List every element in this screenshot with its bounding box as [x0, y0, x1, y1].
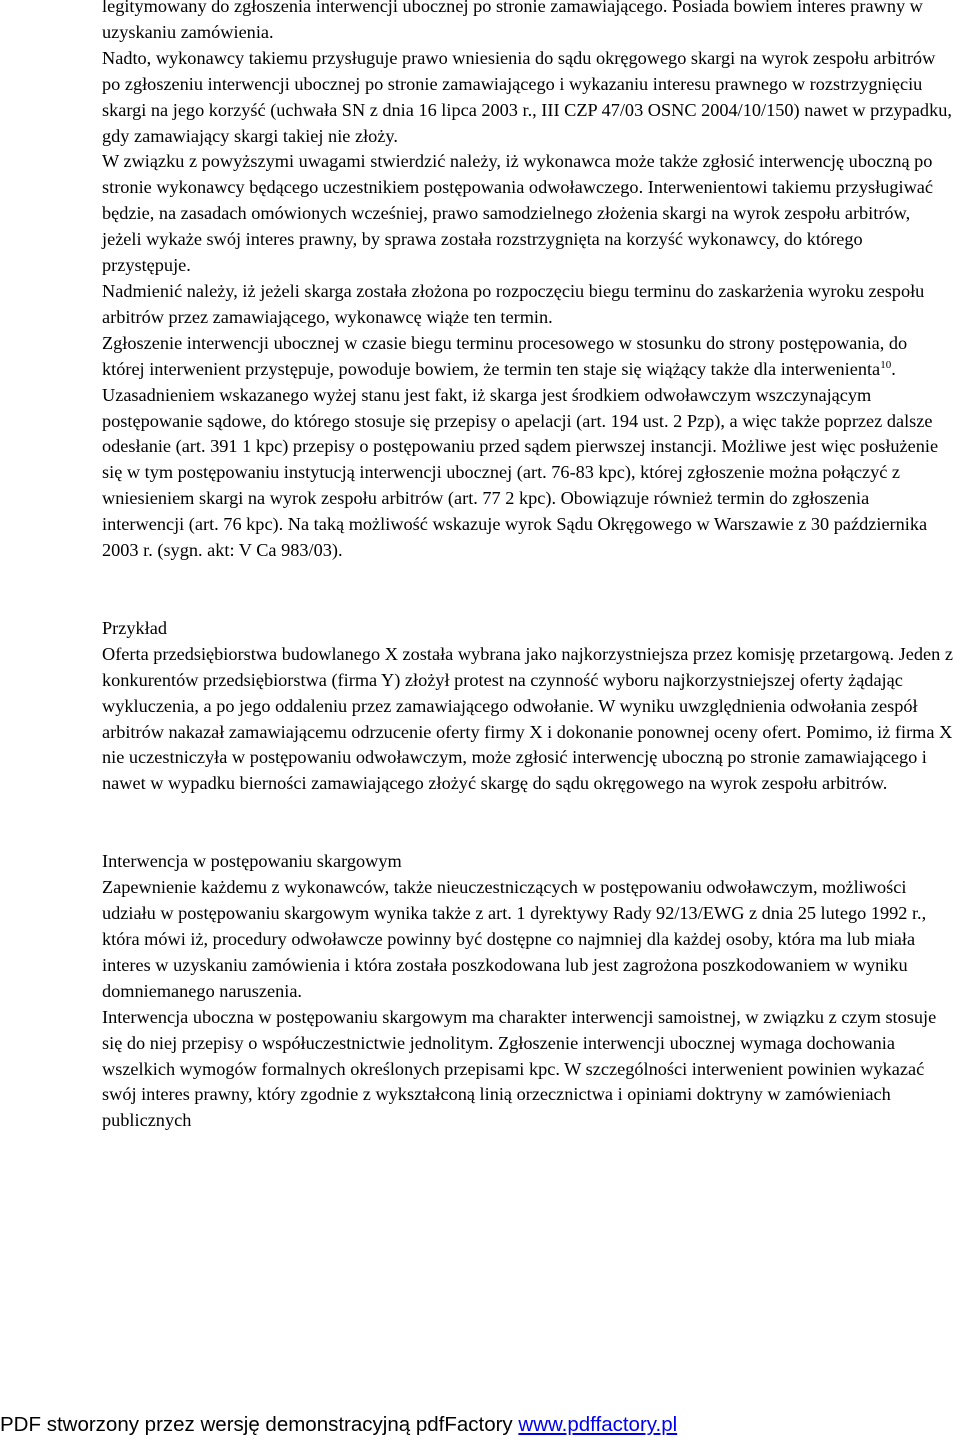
section-heading: Interwencja w postępowaniu skargowym — [102, 851, 402, 872]
paragraph-text: Zgłoszenie interwencji ubocznej w czasie biegu terminu procesowego w stosunku do strony postępowania, do której interwenient przystępuje, powoduje bowiem, że termin ten staje się wiążący także dla interwenienta — [102, 332, 908, 379]
paragraph: W związku z powyższymi uwagami stwierdzić należy, iż wykonawca może także zgłosić interwencję uboczną po stronie wykonawcy będącego uczestnikiem postępowania odwoławczego. Interwenientowi takiemu przysługiwać będzie, na zasadach omówionych wcześniej, prawo samodzielnego złożenia skargi na wyrok zespołu arbitrów, jeżeli wykaże swój interes prawny, by sprawa została rozstrzygnięta na korzyść wykonawcy, do którego przystępuje. — [102, 151, 934, 276]
pdf-footer — [0, 1412, 960, 1438]
paragraph: Uzasadnieniem wskazanego wyżej stanu jest fakt, iż skarga jest środkiem odwoławczym wszczynającym postępowanie sądowe, do którego stosuje się przepisy o apelacji (art. 194 ust. 2 Pzp), a więc także poprzez dalsze odesłanie (art. 391 1 kpc) przepisy o postępowaniu przed sądem pierwszej instancji. Możliwe jest więc posłużenie się w tym postępowaniu instytucją interwencji ubocznej (art. 76-83 kpc), której zgłoszenie można połączyć z wniesieniem skargi na wyrok zespołu arbitrów (art. 77 2 kpc). Obowiązuje również termin do zgłoszenia interwencji (art. 76 kpc). Na taką możliwość wskazuje wyrok Sądu Okręgowego w Warszawie z 30 października 2003 r. (sygn. akt: V Ca 983/03). — [102, 384, 939, 561]
footnote-mark[interactable]: 10 — [880, 358, 892, 371]
footer-text: PDF stworzony przez wersję demonstracyjną pdfFactory — [0, 1413, 519, 1436]
document-page — [102, 0, 954, 1134]
paragraph: Interwencja uboczna w postępowaniu skargowym ma charakter interwencji samoistnej, w związku z czym stosuje się do niej przepisy o współuczestnictwie jednolitym. Zgłoszenie interwencji ubocznej wymaga dochowania wszelkich wymogów formalnych określonych przepisami kpc. W szczególności interwenient powinien wykazać swój interes prawny, który zgodnie z wykształconą linią orzecznictwa i opiniami doktryny w zamówieniach publicznych — [102, 1006, 937, 1131]
paragraph-with-footnote — [102, 331, 954, 383]
example-paragraph: Oferta przedsiębiorstwa budowlanego X została wybrana jako najkorzystniejsza przez komisję przetargową. Jeden z konkurentów przedsiębiorstwa (firma Y) złożył protest na czynność wyboru najkorzystniejszej oferty żądając wykluczenia, a po jego oddaleniu przez zamawiającego odwołanie. W wyniku uwzględnienia odwołania zespół arbitrów nakazał zamawiającemu odrzucenie oferty firmy X i dokonanie ponownej oceny ofert. Pomimo, iż firma X nie uczestniczyła w postępowaniu odwoławczym, może zgłosić interwencję uboczną po stronie zamawiającego i nawet w wypadku bierności zamawiającego złożyć skargę do sądu okręgowego na wyrok zespołu arbitrów. — [102, 643, 953, 794]
section-gap — [102, 564, 954, 616]
example-heading: Przykład — [102, 617, 167, 638]
paragraph: legitymowany do zgłoszenia interwencji ubocznej po stronie zamawiającego. Posiada bowiem interes prawny w uzyskaniu zamówienia. — [102, 0, 923, 42]
paragraph: Nadmienić należy, iż jeżeli skarga została złożona po rozpoczęciu biegu terminu do zaskarżenia wyroku zespołu arbitrów przez zamawiającego, wykonawcę wiąże ten termin. — [102, 280, 925, 327]
paragraph: Nadto, wykonawcy takiemu przysługuje prawo wniesienia do sądu okręgowego skargi na wyrok zespołu arbitrów po zgłoszeniu interwencji ubocznej po stronie zamawiającego i wykazaniu interesu prawnego w rozstrzygnięciu skargi na jego korzyść (uchwała SN z dnia 16 lipca 2003 r., III CZP 47/03 OSNC 2004/10/150) nawet w przypadku, gdy zamawiający skargi takiej nie złoży. — [102, 47, 952, 146]
paragraph-end: . — [891, 358, 896, 379]
paragraph: Zapewnienie każdemu z wykonawców, także nieuczestniczących w postępowaniu odwoławczym, możliwości udziału w postępowaniu skargowym wynika także z art. 1 dyrektywy Rady 92/13/EWG z dnia 25 lutego 1992 r., która mówi iż, procedury odwoławcze powinny być dostępne co najmniej dla każdej osoby, która ma lub miała interes w uzyskaniu zamówienia i która została poszkodowana lub jest zagrożona poszkodowaniem w wyniku domniemanego naruszenia. — [102, 877, 927, 1001]
section-gap — [102, 797, 954, 849]
footer-link[interactable]: www.pdffactory.pl — [518, 1413, 678, 1436]
